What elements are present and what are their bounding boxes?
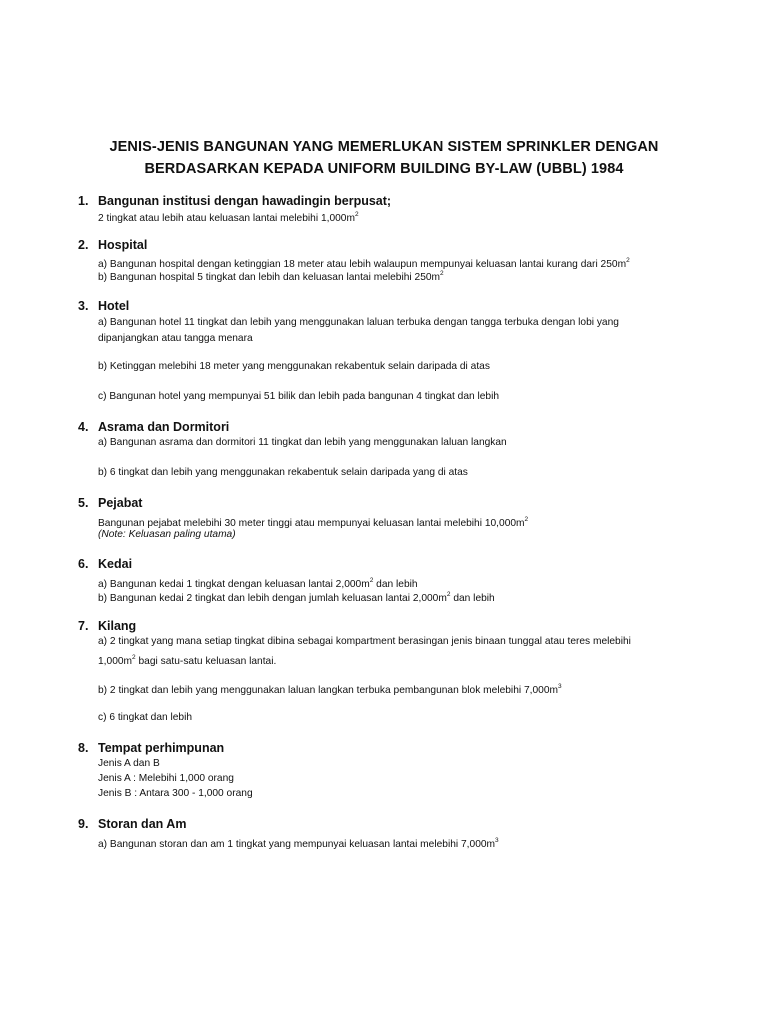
- item-line: a) Bangunan asrama dan dormitori 11 tingkat dan lebih yang menggunakan laluan langkan: [98, 437, 507, 448]
- item-heading: Bangunan institusi dengan hawadingin berpusat;: [98, 194, 392, 208]
- item-line: a) Bangunan hospital dengan ketinggian 18 meter atau lebih walaupun mempunyai keluasan lantai kurang dari $250m^2$: [98, 257, 630, 270]
- item-line: Jenis B : Antara 300 - 1,000 orang: [98, 788, 253, 799]
- item-number: 3.: [78, 299, 89, 313]
- item-number: 1.: [78, 194, 89, 208]
- item-line: dipanjangkan atau tangga menara: [98, 333, 253, 344]
- item-line: Jenis A : Melebihi 1,000 orang: [98, 773, 234, 784]
- item-line: a) 2 tingkat yang mana setiap tingkat dibina sebagai kompartment berasingan jenis binaan tunggal atau teres melebihi: [98, 636, 631, 647]
- item-line: b) 2 tingkat dan lebih yang menggunakan laluan langkan terbuka pembangunan blok melebihi $7,000m^3$: [98, 683, 562, 696]
- item-line: c) Bangunan hotel yang mempunyai 51 bilik dan lebih pada bangunan 4 tingkat dan lebih: [98, 391, 500, 402]
- item-heading: Kedai: [98, 557, 133, 571]
- item-heading: Asrama dan Dormitori: [98, 420, 230, 434]
- item-note: (Note: Keluasan paling utama): [98, 529, 236, 540]
- item-line: a) Bangunan storan dan am 1 tingkat yang mempunyai keluasan lantai melebihi $7,000m^3$: [98, 837, 499, 850]
- document-title: [60, 136, 708, 180]
- item-heading: Hotel: [98, 299, 130, 313]
- item-line: c) 6 tingkat dan lebih: [98, 712, 193, 723]
- item-number: 8.: [78, 741, 89, 755]
- item-heading: Storan dan Am: [98, 817, 187, 831]
- item-line: b) Bangunan hospital 5 tingkat dan lebih dan keluasan lantai melebihi $250m^2$: [98, 270, 444, 283]
- item-line: b) Bangunan kedai 2 tingkat dan lebih dengan jumlah keluasan lantai $2,000m^2$ dan lebih: [98, 591, 495, 604]
- item-line: Jenis A dan B: [98, 758, 160, 769]
- title-line-1: JENIS-JENIS BANGUNAN YANG MEMERLUKAN SISTEM SPRINKLER DENGAN: [109, 139, 659, 155]
- item-line: b) 6 tingkat dan lebih yang menggunakan rekabentuk selain daripada yang di atas: [98, 467, 468, 478]
- item-heading: Kilang: [98, 619, 137, 633]
- item-number: 7.: [78, 619, 89, 633]
- title-line-2: BERDASARKAN KEPADA UNIFORM BUILDING BY-LAW (UBBL) 1984: [144, 161, 624, 177]
- item-number: 6.: [78, 557, 89, 571]
- item-line: $1,000m^2$ bagi satu-satu keluasan lantai.: [98, 654, 277, 667]
- item-number: 4.: [78, 420, 89, 434]
- item-heading: Tempat perhimpunan: [98, 741, 225, 755]
- item-number: 9.: [78, 817, 89, 831]
- item-heading: Hospital: [98, 238, 148, 252]
- item-number: 5.: [78, 496, 89, 510]
- item-line: a) Bangunan hotel 11 tingkat dan lebih yang menggunakan laluan terbuka dengan tangga terbuka dengan lobi yang: [98, 317, 619, 328]
- item-line: b) Ketinggan melebihi 18 meter yang menggunakan rekabentuk selain daripada di atas: [98, 361, 490, 372]
- item-line: 2 tingkat atau lebih atau keluasan lantai melebihi $1,000m^2$: [98, 211, 359, 224]
- item-heading: Pejabat: [98, 496, 143, 510]
- item-line: Bangunan pejabat melebihi 30 meter tinggi atau mempunyai keluasan lantai melebihi $10,000m^2$: [98, 516, 529, 529]
- item-line: a) Bangunan kedai 1 tingkat dengan keluasan lantai $2,000m^2$ dan lebih: [98, 577, 418, 590]
- item-number: 2.: [78, 238, 89, 252]
